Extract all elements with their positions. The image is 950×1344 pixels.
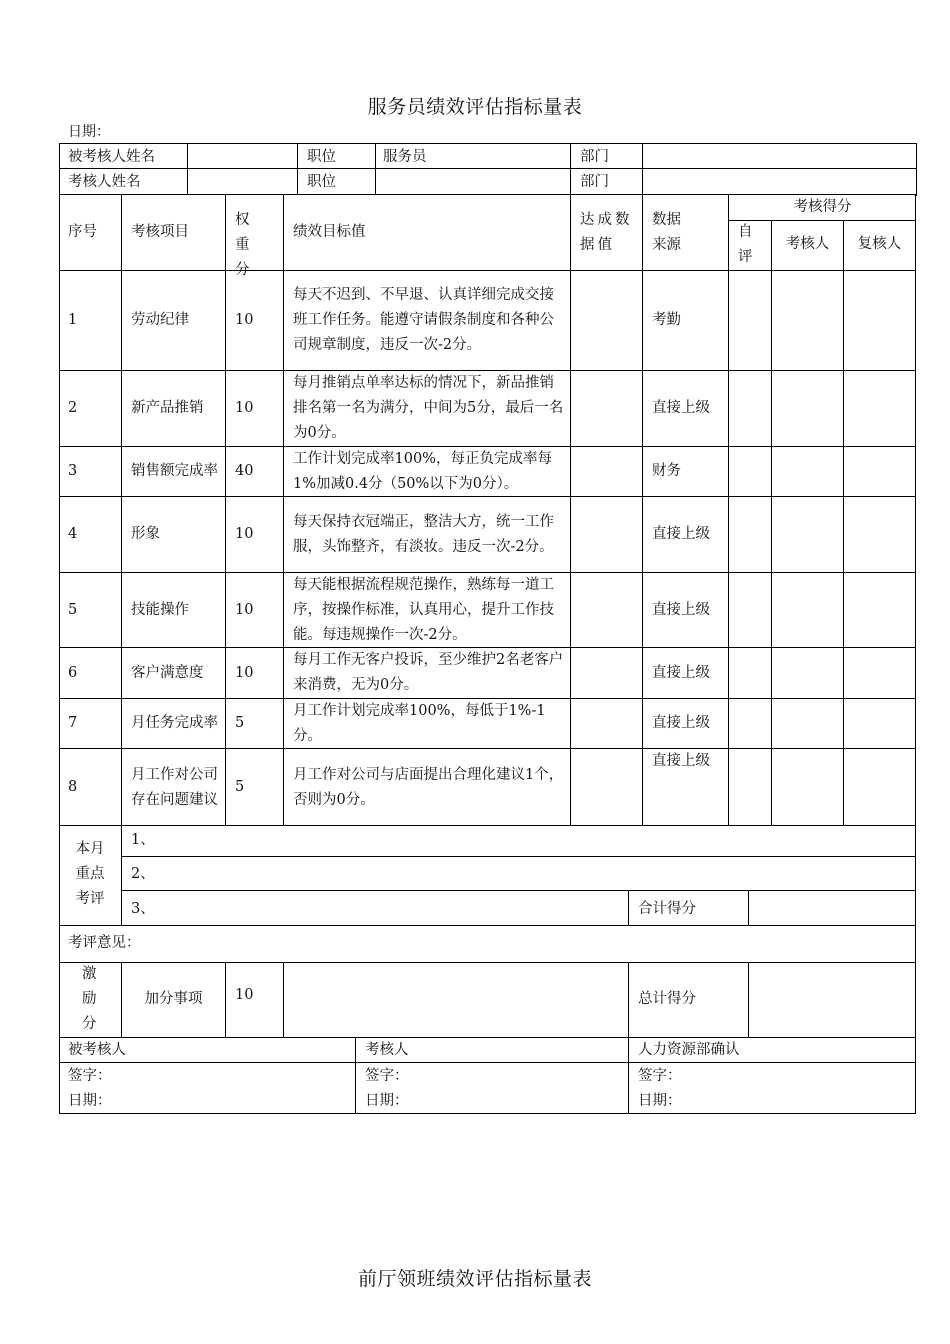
appraiser-position-field[interactable] [376, 169, 570, 194]
appraisee-name-label: 被考核人姓名 [68, 149, 155, 165]
monthly-item-3[interactable]: 3、 [131, 901, 155, 917]
row-appraiser-field[interactable] [772, 271, 843, 370]
row-self-field[interactable] [729, 749, 771, 826]
row-target: 每月推销点单率达标的情况下，新品推销排名第一名为满分，中间为5分，最后一名为0分。 [293, 375, 564, 441]
row-self-field[interactable] [729, 573, 771, 647]
monthly-item-2[interactable]: 2、 [131, 866, 155, 882]
signoff-appraiser-sign[interactable]: 签字： 日期： [365, 1068, 409, 1109]
row-item: 月任务完成率 [131, 715, 218, 731]
col-item: 考核项目 [131, 224, 189, 240]
comment-label: 考评意见： [68, 935, 141, 951]
row-weight: 10 [235, 664, 254, 681]
row-item: 劳动纪律 [131, 312, 189, 328]
row-self-field[interactable] [729, 371, 771, 446]
col-reviewer: 复核人 [857, 236, 902, 252]
total-label: 合计得分 [638, 901, 696, 917]
row-weight: 40 [235, 463, 254, 479]
row-source: 直接上级 [652, 664, 710, 681]
row-reviewer-field[interactable] [844, 371, 915, 446]
col-target: 绩效目标值 [293, 224, 366, 240]
row-source: 直接上级 [652, 526, 710, 542]
signoff-appraiser: 考核人 [365, 1042, 409, 1058]
next-page-title: 前厅领班绩效评估指标量表 [357, 1268, 592, 1290]
col-self: 自评 [738, 224, 753, 265]
row-source: 直接上级 [652, 400, 710, 416]
bonus-detail-field[interactable] [284, 963, 628, 1037]
row-appraiser-field[interactable] [772, 371, 843, 446]
row-appraiser-field[interactable] [772, 699, 843, 748]
row-achieved-field[interactable] [571, 573, 642, 647]
position-label: 职位 [307, 149, 336, 165]
row-self-field[interactable] [729, 699, 771, 748]
row-source: 考勤 [652, 312, 681, 328]
row-target: 工作计划完成率100%，每正负完成率每1%加减0.4分（50%以下为0分）。 [293, 450, 552, 492]
dept-field-2[interactable] [643, 169, 915, 194]
appraisee-name-field[interactable] [188, 143, 297, 168]
monthly-label: 本月重点考评 [75, 841, 105, 907]
row-achieved-field[interactable] [571, 648, 642, 698]
main-grid [59, 194, 916, 826]
total-score-field[interactable] [749, 891, 915, 925]
col-source: 数据来源 [652, 212, 681, 253]
col-score-group: 考核得分 [793, 199, 852, 215]
dept-field[interactable] [643, 143, 915, 168]
row-item: 新产品推销 [131, 400, 204, 416]
row-appraiser-field[interactable] [772, 447, 843, 496]
row-no: 4 [68, 526, 78, 542]
row-target: 月工作计划完成率100%，每低于1%-1分。 [293, 702, 546, 744]
col-appraiser: 考核人 [785, 236, 830, 252]
row-self-field[interactable] [729, 447, 771, 496]
row-self-field[interactable] [729, 497, 771, 572]
row-self-field[interactable] [729, 271, 771, 370]
row-no: 2 [68, 400, 78, 416]
row-achieved-field[interactable] [571, 749, 642, 826]
row-no: 8 [68, 779, 78, 795]
row-achieved-field[interactable] [571, 271, 642, 370]
row-weight: 10 [235, 400, 254, 416]
col-no: 序号 [68, 224, 97, 240]
date-label: 日期： [68, 124, 110, 140]
dept-label: 部门 [580, 149, 609, 165]
bonus-weight: 10 [235, 987, 254, 1003]
row-item: 形象 [131, 526, 160, 542]
header-grid [59, 143, 916, 195]
row-no: 5 [68, 601, 78, 618]
row-reviewer-field[interactable] [844, 447, 915, 496]
bonus-item: 加分事项 [144, 991, 203, 1007]
row-no: 7 [68, 715, 78, 731]
signoff-hr-sign[interactable]: 签字： 日期： [638, 1068, 682, 1109]
row-reviewer-field[interactable] [844, 699, 915, 748]
dept-label-2: 部门 [580, 174, 609, 190]
row-source: 直接上级 [652, 715, 710, 731]
row-appraiser-field[interactable] [772, 497, 843, 572]
row-reviewer-field[interactable] [844, 749, 915, 826]
row-appraiser-field[interactable] [772, 749, 843, 826]
col-weight: 权重分 [235, 212, 258, 278]
row-achieved-field[interactable] [571, 699, 642, 748]
row-source: 直接上级 [652, 601, 710, 618]
appraiser-name-field[interactable] [188, 169, 297, 194]
row-target: 每天保持衣冠端正，整洁大方，统一工作服，头饰整齐，有淡妆。违反一次-2分。 [293, 513, 554, 555]
row-weight: 10 [235, 601, 254, 618]
row-target: 每天不迟到、不早退、认真详细完成交接班工作任务。能遵守请假条制度和各种公司规章制度，违反一次-2分。 [293, 287, 554, 353]
position-label-2: 职位 [307, 174, 336, 190]
row-no: 6 [68, 664, 78, 681]
grand-total-label: 总计得分 [638, 991, 696, 1007]
row-no: 3 [68, 463, 78, 479]
row-achieved-field[interactable] [571, 497, 642, 572]
row-reviewer-field[interactable] [844, 271, 915, 370]
position-value: 服务员 [383, 149, 427, 165]
row-item: 技能操作 [131, 601, 189, 618]
monthly-item-1[interactable]: 1、 [131, 832, 155, 848]
row-achieved-field[interactable] [571, 371, 642, 446]
signoff-appraisee-sign[interactable]: 签字： 日期： [68, 1068, 112, 1109]
row-weight: 5 [235, 779, 245, 795]
row-weight: 10 [235, 526, 254, 542]
signoff-appraisee: 被考核人 [68, 1042, 126, 1058]
row-appraiser-field[interactable] [772, 648, 843, 698]
row-reviewer-field[interactable] [844, 573, 915, 647]
row-self-field[interactable] [729, 648, 771, 698]
col-achieved: 达成数据值 [580, 212, 633, 253]
signoff-hr: 人力资源部确认 [638, 1042, 740, 1058]
row-reviewer-field[interactable] [844, 497, 915, 572]
row-item: 客户满意度 [131, 664, 204, 681]
bottom-grid [59, 825, 916, 1115]
grand-total-field[interactable] [749, 963, 915, 1037]
row-weight: 10 [235, 312, 254, 328]
row-target: 每月工作无客户投诉，至少维护2名老客户来消费，无为0分。 [293, 652, 564, 693]
row-target: 每天能根据流程规范操作，熟练每一道工序，按操作标准，认真用心，提升工作技能。每违规操作一次-2分。 [293, 576, 554, 643]
row-source: 财务 [652, 463, 681, 479]
row-no: 1 [68, 312, 78, 328]
row-reviewer-field[interactable] [844, 648, 915, 698]
row-weight: 5 [235, 715, 245, 731]
row-item: 月工作对公司存在问题建议 [131, 766, 218, 808]
row-achieved-field[interactable] [571, 447, 642, 496]
bonus-label: 激励分 [82, 966, 97, 1032]
page-title: 服务员绩效评估指标量表 [367, 96, 583, 118]
row-item: 销售额完成率 [131, 463, 218, 479]
appraiser-name-label: 考核人姓名 [68, 174, 141, 190]
row-source: 直接上级 [652, 753, 710, 769]
row-appraiser-field[interactable] [772, 573, 843, 647]
row-target: 月工作对公司与店面提出合理化建议1个，否则为0分。 [293, 766, 564, 808]
